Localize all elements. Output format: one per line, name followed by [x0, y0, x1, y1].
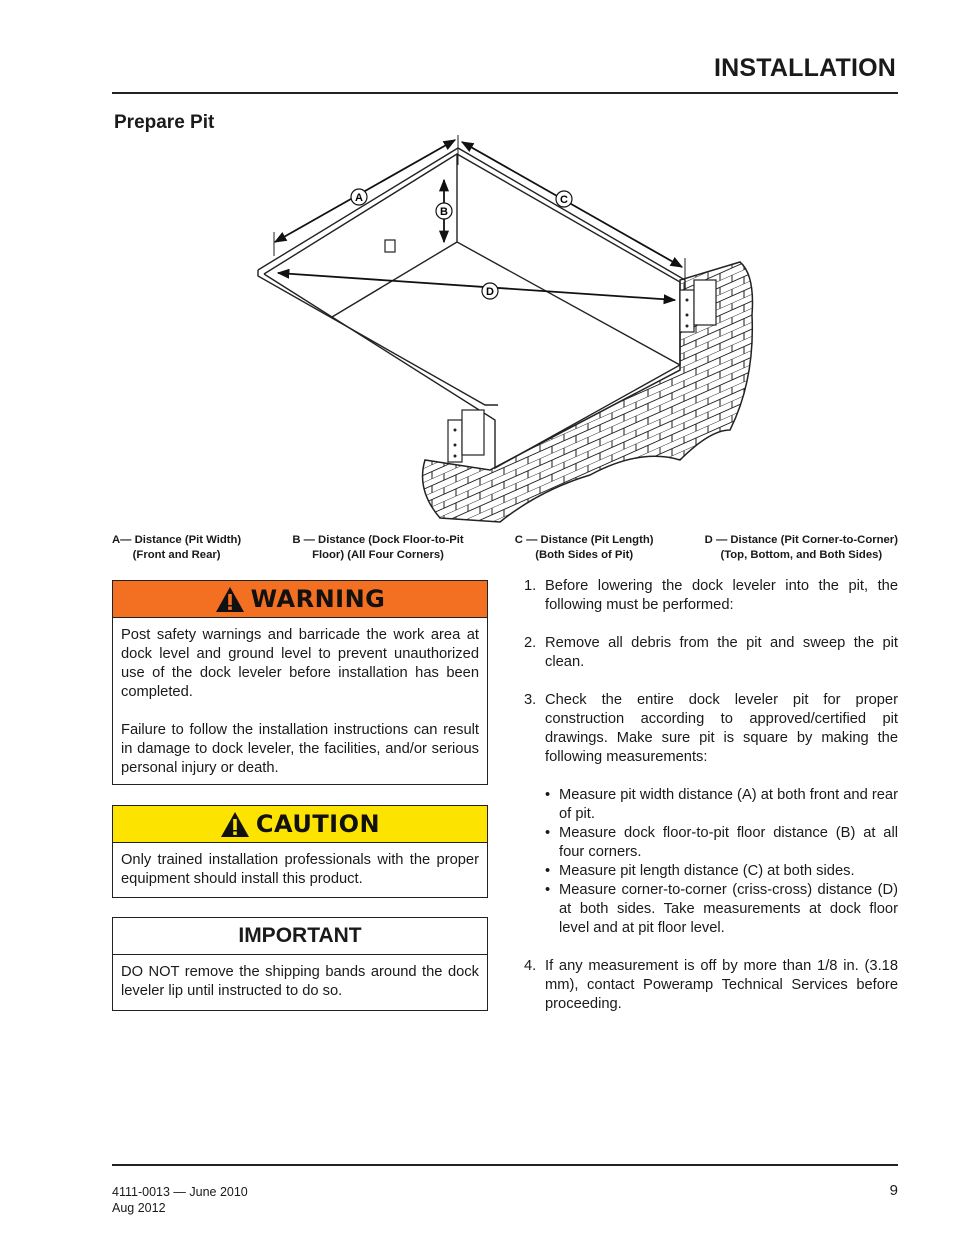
step-item: 4. If any measurement is off by more than 1/8 in. (3.18 mm), contact Poweramp Technical Services before proceeding. [524, 958, 898, 1012]
warning-paragraph: Post safety warnings and barricade the work area at dock level and ground level to prevent unauthorized use of the dock leveler before installation has been completed. [121, 627, 479, 700]
important-box [112, 917, 488, 1011]
caution-text: Only trained installation professionals with the proper equipment should install this product. [121, 852, 479, 887]
label-d-text: D [486, 286, 494, 298]
header-rule [112, 92, 898, 94]
label-c-text: C [560, 194, 568, 206]
warning-body [113, 618, 487, 788]
footer-doc-info [112, 1184, 248, 1216]
warning-box [112, 580, 488, 785]
list-item: • Measure pit length distance (C) at both sides. [545, 863, 855, 879]
label-b-text: B [440, 206, 448, 218]
list-item: • Measure pit width distance (A) at both front and rear of pit. [545, 787, 898, 822]
important-body [113, 955, 487, 1011]
measurement-list [545, 786, 898, 938]
caption-d: D — Distance (Pit Corner-to-Corner) (Top, Bottom, and Both Sides) [704, 534, 898, 561]
hazard-triangle-icon [215, 586, 245, 613]
list-item: • Measure corner-to-corner (criss-cross) distance (D) at both sides. Take measurements at dock floor level and at pit floor level. [545, 882, 898, 936]
warning-label: WARNING [250, 585, 386, 613]
caption-b: B — Distance (Dock Floor-to-Pit Floor) (All Four Corners) [292, 534, 464, 561]
caution-label: CAUTION [255, 810, 381, 838]
caution-body [113, 843, 487, 899]
warning-header [113, 581, 487, 618]
figure-captions [112, 533, 898, 563]
step-item: 2. Remove all debris from the pit and sweep the pit clean. [524, 635, 898, 670]
page-header-title: INSTALLATION [713, 54, 896, 82]
caption-a: A— Distance (Pit Width) (Front and Rear) [112, 534, 242, 561]
section-title: Prepare Pit [114, 112, 215, 133]
important-header: IMPORTANT [113, 918, 487, 955]
label-a-text: A [355, 192, 363, 204]
warning-paragraph: Failure to follow the installation instructions can result in damage to dock leveler, the facilities, and/or serious personal injury or death. [121, 722, 479, 776]
step-item: 3. Check the entire dock leveler pit for proper construction according to approved/certified pit drawings. Make sure pit is square by making the following measurements: • Measure pit width distance (A) at both front and rear of pit. • Measure dock floor-to-pit floor distance (B) at all four corners. • Measure pit length distance (C) at both sides. • Measure corner-to-corner (criss-cross) distance (D) at both sides. Take measurements at dock floor level and at pit floor level. [524, 692, 898, 936]
footer-rule [112, 1164, 898, 1166]
revision-date: Aug 2012 [112, 1201, 166, 1215]
step-item: 1. Before lowering the dock leveler into the pit, the following must be performed: [524, 578, 898, 613]
important-text: DO NOT remove the shipping bands around the dock leveler lip until instructed to do so. [121, 964, 479, 999]
page-number: 9 [889, 1182, 898, 1199]
caution-header [113, 806, 487, 843]
instruction-steps [524, 577, 898, 1033]
list-item: • Measure dock floor-to-pit floor distance (B) at all four corners. [545, 825, 898, 860]
hazard-triangle-icon [220, 811, 250, 838]
doc-number: 4111-0013 — June 2010 [112, 1185, 248, 1199]
caution-box [112, 805, 488, 898]
pit-diagram [240, 130, 770, 530]
caption-c: C — Distance (Pit Length) (Both Sides of Pit) [514, 534, 654, 561]
